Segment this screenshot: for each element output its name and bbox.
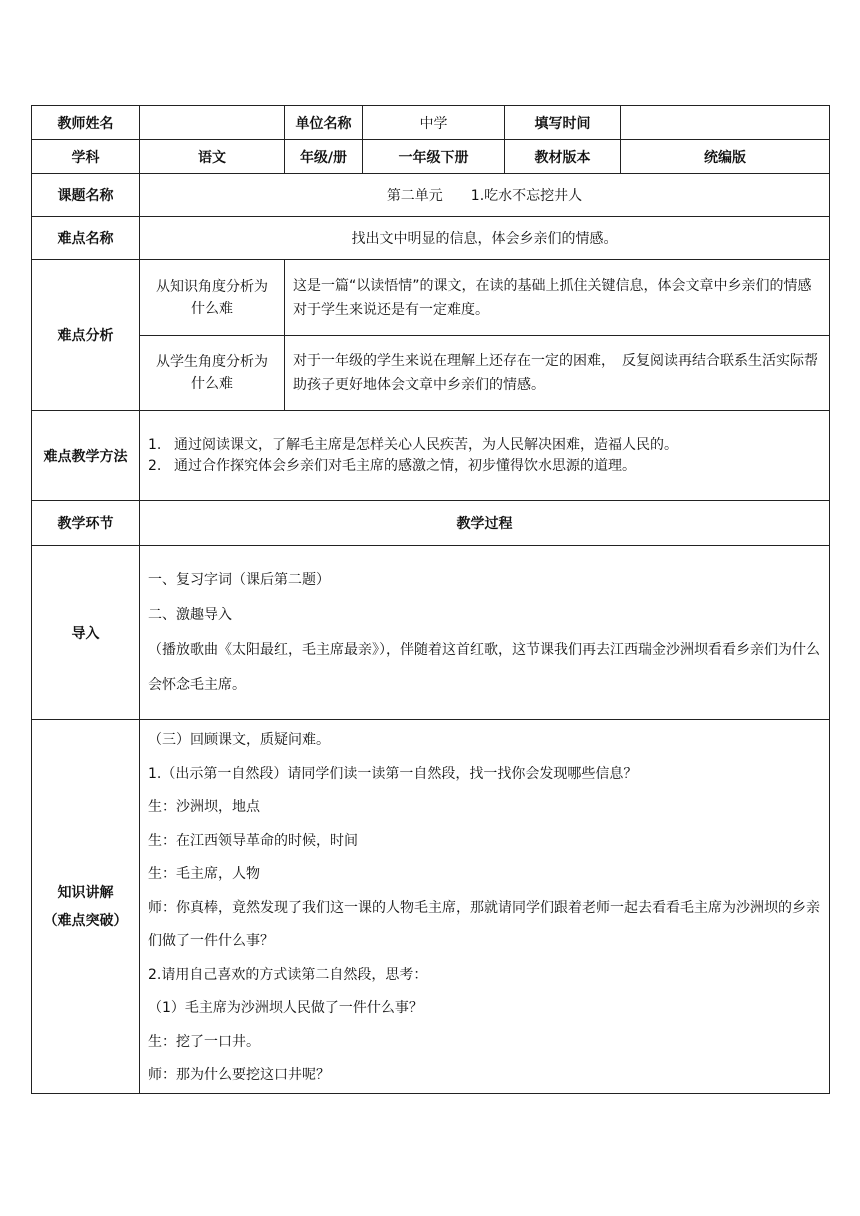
row-difficulty	[32, 217, 830, 260]
knowledge-label-line2: （难点突破）	[43, 913, 128, 930]
row-intro	[32, 546, 830, 720]
fill-date-label: 填写时间	[505, 106, 621, 140]
teacher-name-label: 教师姓名	[32, 106, 140, 140]
method-list	[140, 411, 830, 501]
process-line: （1）毛主席为沙洲坝人民做了一件什么事？	[148, 1000, 423, 1016]
method-item-text: 通过合作探究体会乡亲们对毛主席的感激之情，初步懂得饮水思源的道理。	[174, 457, 636, 474]
knowledge-angle-text: 这是一篇“以读悟情”的课文，在读的基础上抓住关键信息，体会文章中乡亲们的情感对于学生来说还是有一定难度。	[285, 260, 830, 336]
subject-value: 语文	[140, 140, 285, 174]
student-angle-text: 对于一年级的学生来说在理解上还存在一定的困难， 反复阅读再结合联系生活实际帮助孩子更好地体会文章中乡亲们的情感。	[285, 336, 830, 411]
edition-label: 教材版本	[505, 140, 621, 174]
row-teacher-info	[32, 106, 830, 140]
method-item	[148, 435, 821, 456]
unit-name-label: 单位名称	[285, 106, 363, 140]
row-analysis-student	[32, 336, 830, 411]
subject-label: 学科	[32, 140, 140, 174]
grade-label: 年级/册	[285, 140, 363, 174]
row-analysis-knowledge	[32, 260, 830, 336]
knowledge-angle-label-line1: 从知识角度分析为	[156, 278, 268, 295]
intro-line: 一、复习字词（课后第二题）	[148, 571, 330, 588]
intro-line: 二、激趣导入	[148, 606, 232, 623]
intro-content	[140, 546, 830, 720]
row-knowledge	[32, 720, 830, 1094]
row-method	[32, 411, 830, 501]
process-line: 师：那为什么要挖这口井呢？	[148, 1067, 330, 1083]
intro-label: 导入	[32, 546, 140, 720]
row-subject-info	[32, 140, 830, 174]
grade-value: 一年级下册	[363, 140, 505, 174]
knowledge-angle-label	[140, 260, 285, 336]
knowledge-angle-label-line2: 什么难	[191, 300, 233, 317]
lesson-plan-table	[31, 105, 830, 1094]
method-item	[148, 456, 821, 477]
topic-label: 课题名称	[32, 174, 140, 217]
difficulty-label: 难点名称	[32, 217, 140, 260]
row-stage-header	[32, 501, 830, 546]
method-label: 难点教学方法	[32, 411, 140, 501]
method-item-number: 1.	[148, 436, 162, 453]
knowledge-content	[140, 720, 830, 1094]
analysis-label: 难点分析	[32, 260, 140, 411]
edition-value: 统编版	[621, 140, 830, 174]
method-item-text: 通过阅读课文，了解毛主席是怎样关心人民疾苦，为人民解决困难，造福人民的。	[174, 436, 678, 453]
row-topic	[32, 174, 830, 217]
knowledge-label-line1: 知识讲解	[57, 885, 114, 902]
process-line: 生：挖了一口井。	[148, 1033, 260, 1050]
teacher-name-value	[140, 106, 285, 140]
method-item-number: 2.	[148, 457, 162, 474]
process-line: （三）回顾课文，质疑问难。	[148, 732, 330, 748]
topic-value: 第二单元 1.吃水不忘挖井人	[140, 174, 830, 217]
process-line: 师：你真棒，竟然发现了我们这一课的人物毛主席，那就请同学们跟着老师一起去看看毛主席为沙洲坝的乡亲们做了一件什么事？	[148, 899, 820, 949]
process-line: 生：毛主席，人物	[148, 866, 260, 882]
process-label: 教学过程	[140, 501, 830, 546]
process-line: 1.（出示第一自然段）请同学们读一读第一自然段，找一找你会发现哪些信息？	[148, 765, 638, 782]
intro-line: （播放歌曲《太阳最红，毛主席最亲》），伴随着这首红歌，这节课我们再去江西瑞金沙洲坝看看乡亲们为什么会怀念毛主席。	[148, 641, 820, 693]
student-angle-label-line1: 从学生角度分析为	[156, 354, 268, 370]
fill-date-value	[621, 106, 830, 140]
student-angle-label-line2: 什么难	[191, 376, 233, 392]
stage-label: 教学环节	[32, 501, 140, 546]
knowledge-label	[32, 720, 140, 1094]
student-angle-label	[140, 336, 285, 411]
difficulty-value: 找出文中明显的信息，体会乡亲们的情感。	[140, 217, 830, 260]
process-line: 生：在江西领导革命的时候，时间	[148, 832, 358, 849]
process-line: 2.请用自己喜欢的方式读第二自然段，思考：	[148, 966, 428, 983]
process-line: 生：沙洲坝，地点	[148, 799, 260, 815]
unit-name-value: 中学	[363, 106, 505, 140]
